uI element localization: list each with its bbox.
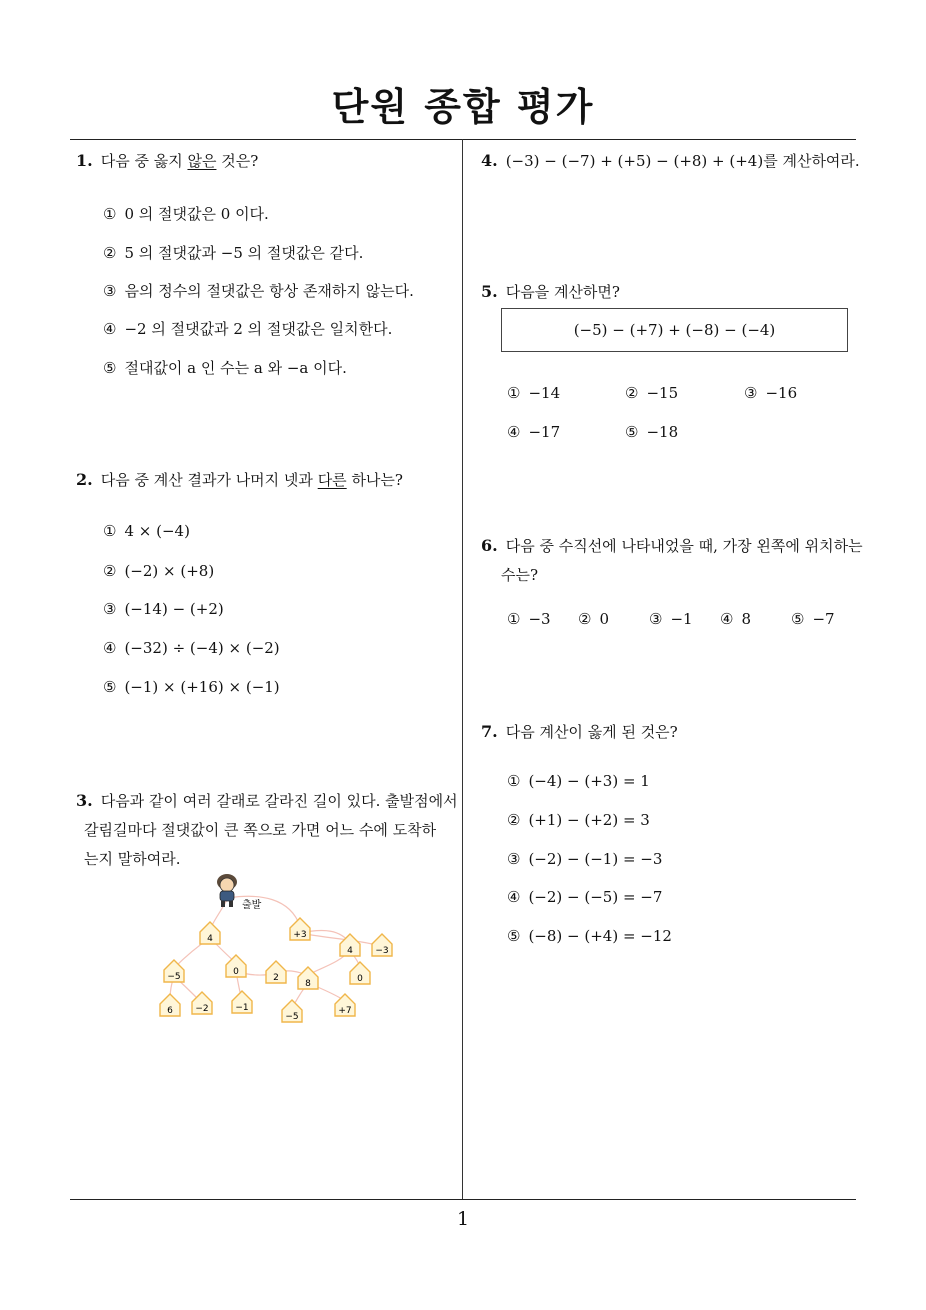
option-text: −1 [670, 610, 693, 628]
house-label: −3 [375, 946, 389, 956]
question-text: 다음 중 옳지 [100, 152, 188, 170]
option-mark: ③ [507, 850, 521, 868]
question-1 [76, 146, 258, 176]
house-label: 4 [347, 946, 353, 956]
option-6-1[interactable] [507, 610, 551, 628]
option-text: 0 의 절댓값은 0 이다. [124, 205, 269, 223]
house-label: 6 [167, 1006, 173, 1016]
option-1-5[interactable] [103, 357, 347, 378]
option-text: (−2) − (−1) = −3 [528, 850, 663, 868]
question-emphasis: 다른 [317, 471, 347, 489]
option-mark: ① [103, 522, 117, 540]
option-mark: ② [507, 811, 521, 829]
house-icon [372, 934, 392, 956]
question-7 [481, 717, 678, 747]
house-label: 4 [207, 934, 213, 944]
option-text: −16 [765, 384, 798, 402]
branching-path-figure [150, 868, 410, 1032]
option-text: 음의 정수의 절댓값은 항상 존재하지 않는다. [124, 282, 414, 300]
house-label: −2 [195, 1004, 209, 1014]
option-mark: ③ [103, 282, 117, 300]
house-label: 0 [357, 974, 363, 984]
option-mark: ③ [103, 600, 117, 618]
option-text: (−2) − (−5) = −7 [528, 888, 663, 906]
question-text: 다음 중 수직선에 나타내었을 때, 가장 왼쪽에 위치하는 [505, 537, 863, 555]
option-mark: ② [578, 610, 592, 628]
question-3 [76, 786, 461, 874]
option-text: −3 [528, 610, 551, 628]
option-mark: ⑤ [103, 359, 117, 377]
option-mark: ③ [649, 610, 663, 628]
question-number: 5. [481, 282, 498, 301]
option-mark: ⑤ [791, 610, 805, 628]
page-title: 단원 종합 평가 [331, 85, 595, 129]
question-text: 다음을 계산하면? [505, 283, 620, 301]
option-text: −17 [528, 423, 561, 441]
path-diagram [150, 868, 410, 1028]
option-5-2[interactable] [625, 384, 678, 402]
option-mark: ① [507, 610, 521, 628]
option-6-2[interactable] [578, 610, 609, 628]
option-mark: ⑤ [625, 423, 639, 441]
question-line-3: 는지 말하여라. [84, 850, 181, 868]
question-number: 3. [76, 791, 93, 810]
option-mark: ③ [744, 384, 758, 402]
house-icon [164, 960, 184, 982]
option-text: −15 [646, 384, 679, 402]
question-5 [481, 277, 620, 307]
house-icon [340, 934, 360, 956]
option-mark: ① [507, 384, 521, 402]
house-icon [266, 961, 286, 983]
question-6 [481, 531, 866, 590]
option-6-5[interactable] [791, 610, 835, 628]
option-1-2[interactable] [103, 242, 363, 263]
option-mark: ① [507, 772, 521, 790]
house-icon [282, 1000, 302, 1022]
option-mark: ② [103, 562, 117, 580]
option-mark: ④ [507, 423, 521, 441]
house-label: −5 [285, 1012, 299, 1022]
option-7-1[interactable] [507, 772, 650, 790]
option-text: 절대값이 a 인 수는 a 와 −a 이다. [124, 359, 347, 377]
question-number: 2. [76, 470, 93, 489]
option-text: 5 의 절댓값과 −5 의 절댓값은 같다. [124, 244, 364, 262]
option-mark: ④ [720, 610, 734, 628]
option-text: −2 의 절댓값과 2 의 절댓값은 일치한다. [124, 320, 393, 338]
question-line-2: 수는? [501, 566, 539, 584]
hiker-icon [217, 874, 237, 907]
option-text: 8 [741, 610, 751, 628]
page-number: 1 [456, 1208, 470, 1230]
question-text: 다음과 같이 여러 갈래로 갈라진 길이 있다. 출발점에서 [100, 792, 458, 810]
house-icon [232, 991, 252, 1013]
option-text: (−4) − (+3) = 1 [528, 772, 650, 790]
option-mark: ② [625, 384, 639, 402]
option-1-3[interactable] [103, 280, 414, 301]
option-6-3[interactable] [649, 610, 693, 628]
option-text: 0 [599, 610, 609, 628]
question-line-1 [76, 786, 461, 816]
column-divider [462, 139, 463, 1200]
question-line-2: 갈림길마다 절댓값이 큰 쪽으로 가면 어느 수에 도착하 [84, 821, 437, 839]
option-7-3[interactable] [507, 850, 662, 868]
bottom-divider [70, 1199, 856, 1200]
option-2-1[interactable] [103, 522, 190, 540]
option-text: −14 [528, 384, 561, 402]
question-number: 6. [481, 536, 498, 555]
house-label: −1 [235, 1003, 249, 1013]
option-mark: ① [103, 205, 117, 223]
option-7-4[interactable] [507, 888, 662, 906]
option-5-4[interactable] [507, 423, 560, 441]
option-text: 4 × (−4) [124, 522, 190, 540]
question-2 [76, 465, 403, 495]
option-text: (−8) − (+4) = −12 [528, 927, 672, 945]
question-emphasis: 않은 [187, 152, 217, 170]
option-text: −18 [646, 423, 679, 441]
option-mark: ⑤ [507, 927, 521, 945]
option-text: (+1) − (+2) = 3 [528, 811, 650, 829]
question-line-1 [481, 531, 866, 561]
question-text-end: 것은? [216, 152, 259, 170]
house-label: 8 [305, 979, 311, 989]
option-2-3[interactable] [103, 600, 224, 618]
option-7-2[interactable] [507, 811, 650, 829]
question-number: 1. [76, 151, 93, 170]
option-6-4[interactable] [720, 610, 751, 628]
option-1-4[interactable] [103, 318, 392, 339]
question-text: 다음 계산이 옳게 된 것은? [505, 723, 678, 741]
option-text: (−1) × (+16) × (−1) [124, 678, 280, 696]
option-5-5[interactable] [625, 423, 678, 441]
option-5-3[interactable] [744, 384, 797, 402]
house-label: 2 [273, 973, 279, 983]
house-icon [226, 955, 246, 977]
option-1-1[interactable] [103, 203, 269, 224]
house-label: 0 [233, 967, 239, 977]
option-7-5[interactable] [507, 927, 672, 945]
question-4 [481, 146, 860, 176]
house-label: −5 [167, 972, 181, 982]
house-icon [290, 918, 310, 940]
house-icon [350, 962, 370, 984]
option-text: (−2) × (+8) [124, 562, 215, 580]
option-2-5[interactable] [103, 678, 280, 696]
house-group [160, 918, 392, 1022]
question-number: 7. [481, 722, 498, 741]
option-mark: ④ [103, 320, 117, 338]
house-icon [160, 994, 180, 1016]
question-text: (−3) − (−7) + (+5) − (+8) + (+4)를 계산하여라. [505, 152, 860, 170]
option-2-2[interactable] [103, 562, 214, 580]
house-icon [298, 967, 318, 989]
question-text-end: 하나는? [346, 471, 403, 489]
option-text: (−14) − (+2) [124, 600, 224, 618]
option-mark: ④ [103, 639, 117, 657]
start-label: 출발 [242, 900, 262, 911]
house-label: +7 [338, 1006, 352, 1016]
expression-box: (−5) − (+7) + (−8) − (−4) [501, 308, 848, 352]
option-2-4[interactable] [103, 639, 280, 657]
option-5-1[interactable] [507, 384, 560, 402]
option-mark: ④ [507, 888, 521, 906]
option-text: −7 [812, 610, 835, 628]
option-mark: ② [103, 244, 117, 262]
option-text: (−32) ÷ (−4) × (−2) [124, 639, 280, 657]
top-divider [70, 139, 856, 140]
option-mark: ⑤ [103, 678, 117, 696]
question-text: 다음 중 계산 결과가 나머지 넷과 [100, 471, 318, 489]
house-icon [200, 922, 220, 944]
house-label: +3 [293, 930, 307, 940]
question-number: 4. [481, 151, 498, 170]
